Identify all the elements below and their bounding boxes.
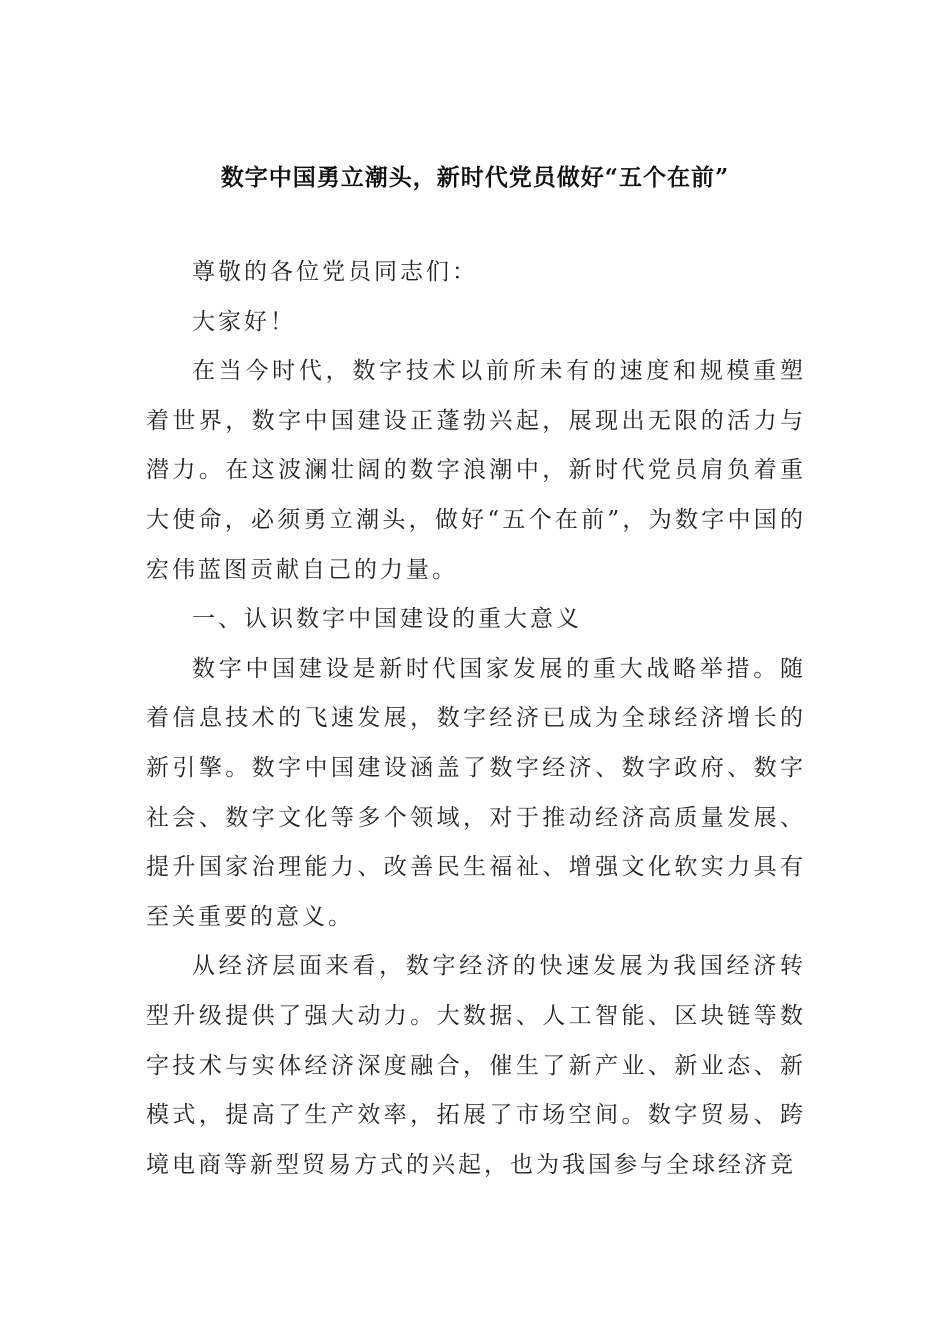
body-paragraph: 从经济层面来看，数字经济的快速发展为我国经济转型升级提供了强大动力。大数据、人工智能、区块链等数字技术与实体经济深度融合，催生了新产业、新业态、新模式，提高了生产效率，拓展了市场空间。数字贸易、跨境电商等新型贸易方式的兴起，也为我国参与全球经济竞 [146,953,806,1178]
greeting: 大家好！ [192,308,296,335]
document-body [146,248,806,1190]
intro-paragraph: 在当今时代，数字技术以前所未有的速度和规模重塑着世界，数字中国建设正蓬勃兴起，展现出无限的活力与潜力。在这波澜壮阔的数字浪潮中，新时代党员肩负着重大使命，必须勇立潮头，做好“五个在前”，为数字中国的宏伟蓝图贡献自己的力量。 [146,358,806,583]
section-heading: 一、认识数字中国建设的重大意义 [192,606,582,633]
salutation: 尊敬的各位党员同志们： [192,259,478,285]
document-title: 数字中国勇立潮头，新时代党员做好“五个在前” [220,164,730,191]
body-paragraph: 数字中国建设是新时代国家发展的重大战略举措。随着信息技术的飞速发展，数字经济已成为全球经济增长的新引擎。数字中国建设涵盖了数字经济、数字政府、数字社会、数字文化等多个领域，对于推动经济高质量发展、提升国家治理能力、改善民生福祉、增强文化软实力具有至关重要的意义。 [146,655,806,930]
